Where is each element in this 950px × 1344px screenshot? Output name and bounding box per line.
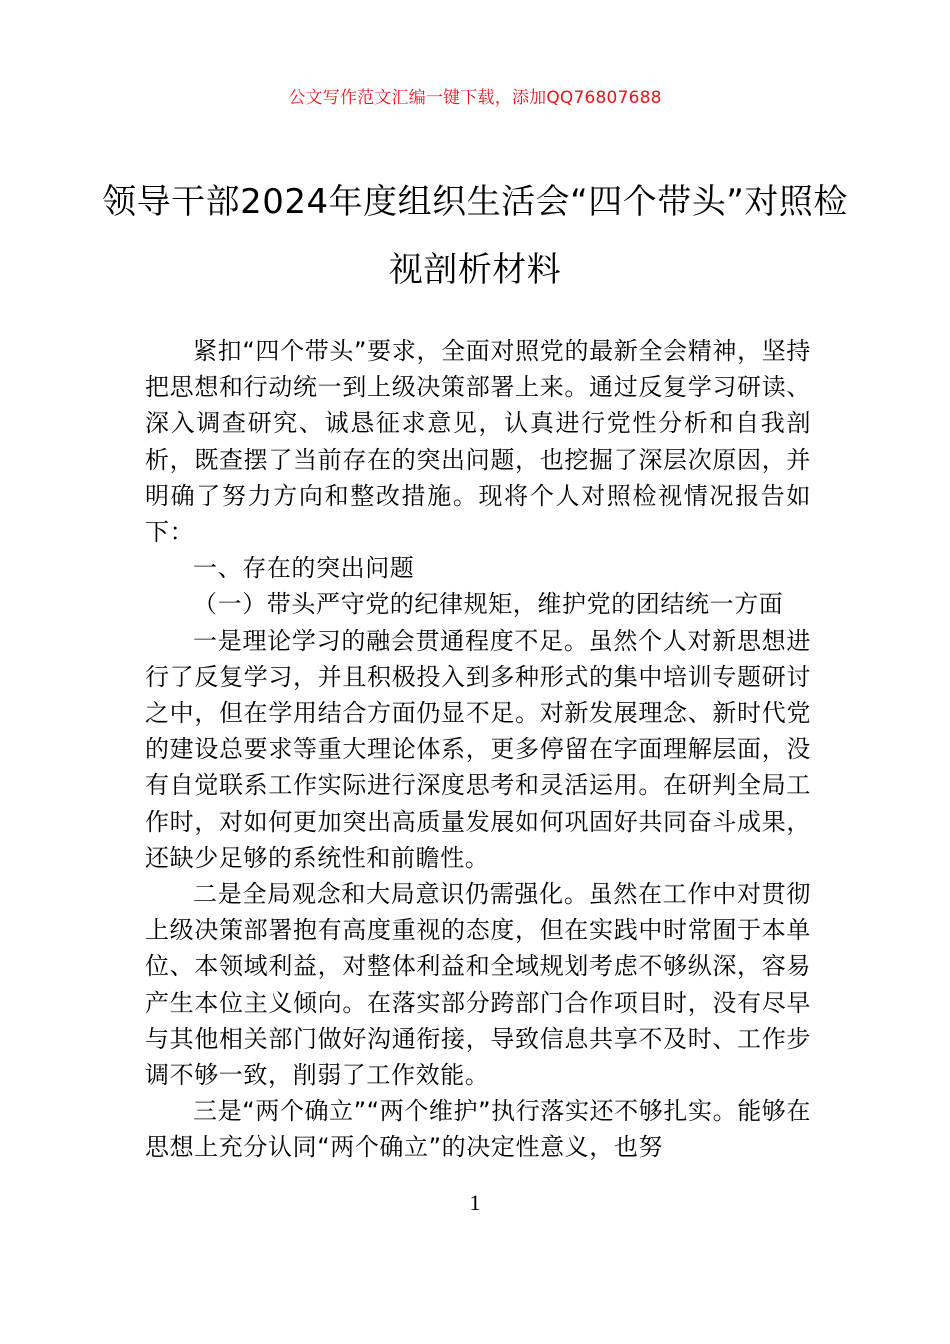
section-heading: 一、存在的突出问题 [193, 554, 415, 583]
download-banner: 公文写作范文汇编一键下载，添加QQ76807688 [288, 88, 662, 108]
intro-paragraph: 紧扣“四个带头”要求，全面对照党的最新全会精神，坚持把思想和行动统一到上级决策部署上来。通过反复学习研读、深入调查研究、诚恳征求意见，认真进行党性分析和自我剖析，既查摆了当前存在的突出问题，也挖掘了深层次原因，并明确了努力方向和整改措施。现将个人对照检视情况报告如下： [145, 337, 811, 547]
document-title: 领导干部2024年度组织生活会“四个带头”对照检视剖析材料 [102, 182, 848, 290]
page-number: 1 [469, 1190, 481, 1215]
document-body [145, 333, 811, 1166]
body-paragraph: 三是“两个确立”“两个维护”执行落实还不够扎实。能够在思想上充分认同“两个确立”的决定性意义，也努 [145, 1097, 811, 1162]
subsection-heading: （一）带头严守党的纪律规矩，维护党的团结统一方面 [193, 590, 784, 619]
body-paragraph: 二是全局观念和大局意识仍需强化。虽然在工作中对贯彻上级决策部署抱有高度重视的态度，但在实践中时常囿于本单位、本领域利益，对整体利益和全域规划考虑不够纵深，容易产生本位主义倾向。在落实部分跨部门合作项目时，没有尽早与其他相关部门做好沟通衔接，导致信息共享不及时、工作步调不够一致，削弱了工作效能。 [145, 880, 811, 1090]
body-paragraph: 一是理论学习的融会贯通程度不足。虽然个人对新思想进行了反复学习，并且积极投入到多种形式的集中培训专题研讨之中，但在学用结合方面仍显不足。对新发展理念、新时代党的建设总要求等重大理论体系，更多停留在字面理解层面，没有自觉联系工作实际进行深度思考和灵活运用。在研判全局工作时，对如何更加突出高质量发展如何巩固好共同奋斗成果，还缺少足够的系统性和前瞻性。 [145, 626, 811, 872]
